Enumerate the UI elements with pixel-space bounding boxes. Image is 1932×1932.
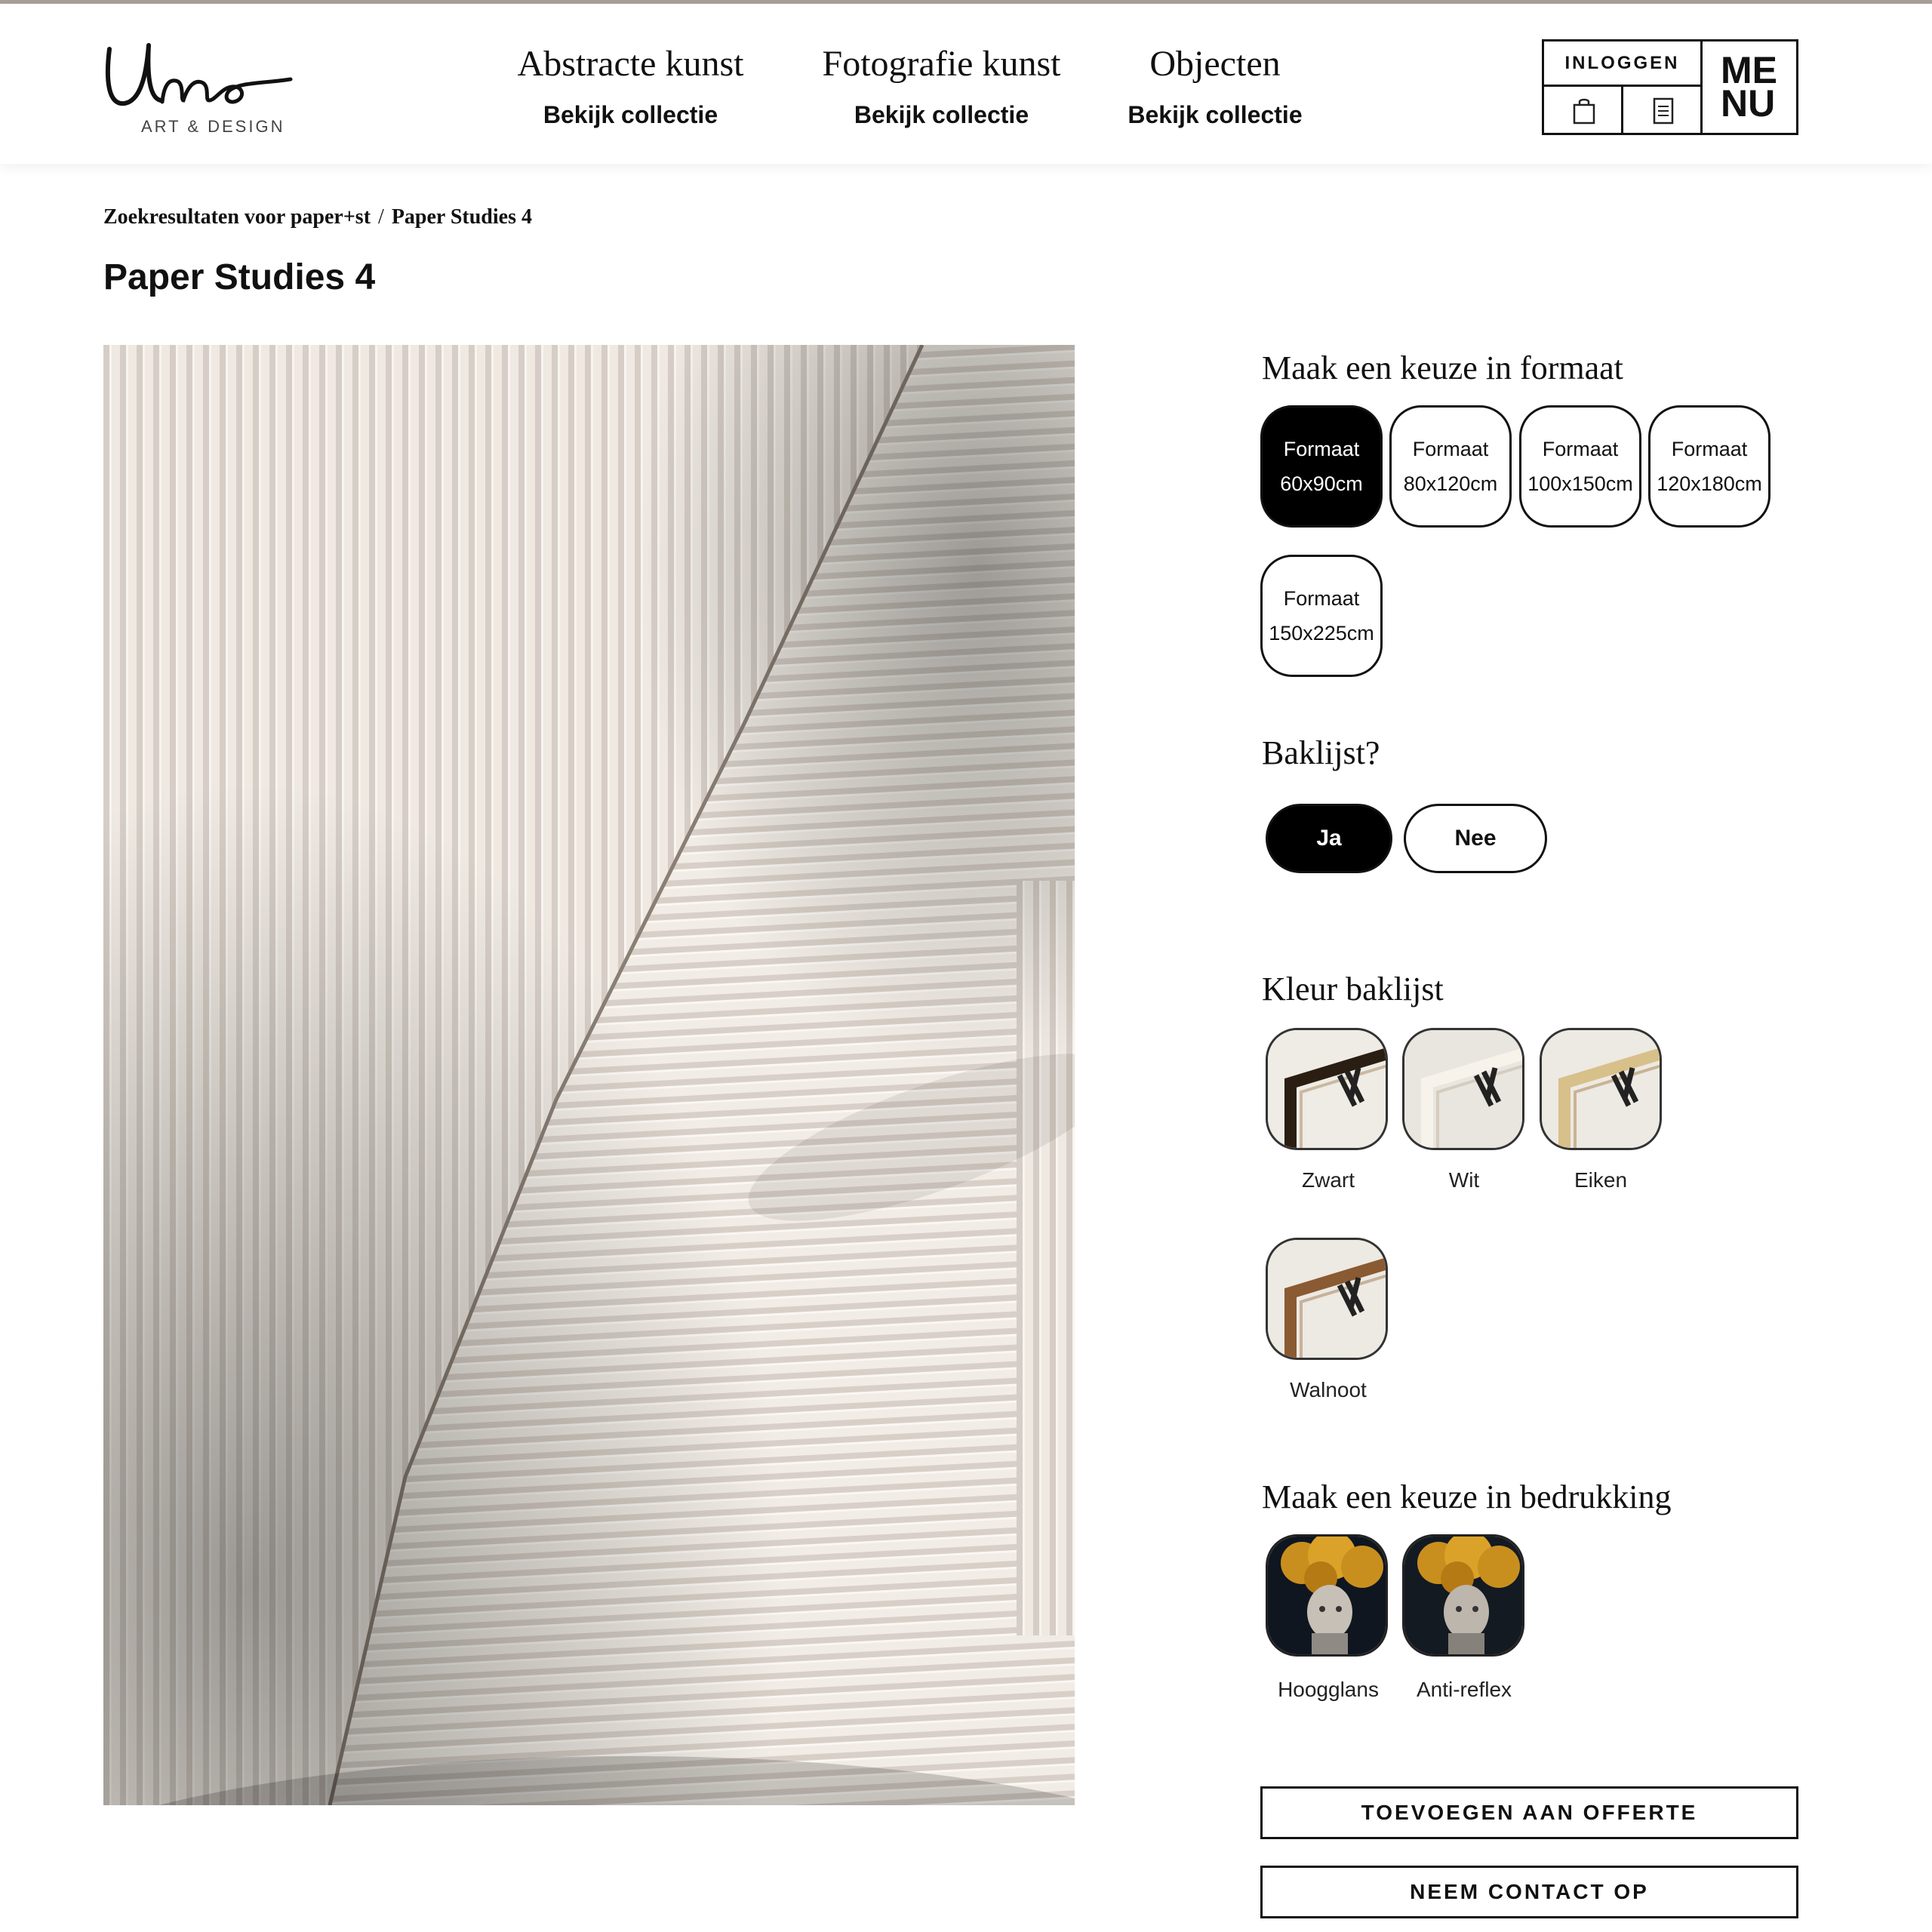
frame-corner-black-thumbnail — [1268, 1030, 1388, 1150]
menu-label-line2: NU — [1721, 82, 1776, 125]
frame-yes-button[interactable]: Ja — [1266, 804, 1392, 873]
account-box — [1542, 39, 1798, 135]
nav-abstract[interactable] — [504, 43, 757, 129]
breadcrumb-separator: / — [378, 205, 384, 229]
nav-objects-title[interactable]: Objecten — [1149, 44, 1281, 84]
breadcrumb — [103, 205, 532, 229]
format-option-label: Formaat — [1283, 587, 1360, 610]
umo-script-logo — [102, 34, 313, 117]
frame-color-white-label: Wit — [1448, 1168, 1480, 1192]
site-header — [0, 4, 1932, 164]
nav-objects[interactable] — [1113, 43, 1317, 129]
nav-photography-title[interactable]: Fotografie kunst — [822, 44, 1061, 84]
contact-button[interactable]: NEEM CONTACT OP — [1260, 1866, 1798, 1918]
frame-color-oak-label: Eiken — [1574, 1168, 1628, 1192]
frame-color-white[interactable] — [1402, 1028, 1524, 1150]
frame-color-walnut[interactable] — [1266, 1238, 1388, 1360]
frame-color-walnut-label: Walnoot — [1290, 1378, 1367, 1401]
format-option-size: 80x120cm — [1403, 472, 1498, 495]
shopping-bag-icon — [1571, 97, 1597, 125]
format-option-150x225[interactable] — [1260, 555, 1383, 677]
antireflex-print-thumbnail — [1404, 1537, 1524, 1657]
format-option-label: Formaat — [1412, 438, 1489, 460]
breadcrumb-current: Paper Studies 4 — [391, 205, 532, 229]
gloss-print-thumbnail — [1268, 1537, 1388, 1657]
frame-color-heading: Kleur baklijst — [1262, 971, 1444, 1008]
frame-color-oak[interactable] — [1540, 1028, 1662, 1150]
format-heading: Maak een keuze in formaat — [1262, 349, 1623, 386]
format-option-size: 100x150cm — [1527, 472, 1633, 495]
brand-tagline: ART & DESIGN — [141, 117, 285, 136]
product-image[interactable] — [103, 345, 1075, 1805]
frame-color-black[interactable] — [1266, 1028, 1388, 1150]
print-option-gloss-label: Hoogglans — [1278, 1678, 1379, 1701]
add-to-quote-button[interactable]: TOEVOEGEN AAN OFFERTE — [1260, 1786, 1798, 1839]
format-option-size: 60x90cm — [1280, 472, 1363, 495]
format-option-label: Formaat — [1283, 438, 1360, 460]
breadcrumb-search-link[interactable]: Zoekresultaten voor paper+st — [103, 205, 371, 229]
nav-photography[interactable] — [811, 43, 1072, 129]
menu-label-line1: ME — [1721, 49, 1777, 91]
frame-corner-oak-thumbnail — [1542, 1030, 1662, 1150]
brand-logo[interactable] — [102, 34, 313, 140]
nav-objects-link[interactable]: Bekijk collectie — [1128, 101, 1303, 128]
format-option-size: 150x225cm — [1269, 622, 1374, 645]
print-option-antireflex-label: Anti-reflex — [1416, 1678, 1512, 1701]
format-option-size: 120x180cm — [1657, 472, 1762, 495]
quote-list-button[interactable] — [1623, 87, 1703, 133]
print-heading: Maak een keuze in bedrukking — [1262, 1478, 1672, 1515]
format-option-120x180[interactable] — [1648, 405, 1770, 528]
print-option-gloss[interactable] — [1266, 1534, 1388, 1657]
format-option-80x120[interactable] — [1389, 405, 1512, 528]
frame-corner-walnut-thumbnail — [1268, 1240, 1388, 1360]
page-title: Paper Studies 4 — [103, 257, 376, 297]
format-option-60x90[interactable] — [1260, 405, 1383, 528]
frame-no-button[interactable]: Nee — [1404, 804, 1547, 873]
frame-heading: Baklijst? — [1262, 734, 1380, 771]
paper-studies-artwork — [103, 345, 1075, 1805]
login-button[interactable]: INLOGGEN — [1544, 42, 1703, 87]
format-option-label: Formaat — [1542, 438, 1619, 460]
format-option-100x150[interactable] — [1519, 405, 1641, 528]
nav-photography-link[interactable]: Bekijk collectie — [854, 101, 1029, 128]
frame-color-black-label: Zwart — [1302, 1168, 1355, 1192]
document-icon — [1651, 97, 1676, 125]
nav-abstract-link[interactable]: Bekijk collectie — [543, 101, 718, 128]
print-option-antireflex[interactable] — [1402, 1534, 1524, 1657]
menu-button[interactable] — [1703, 42, 1796, 133]
cart-button[interactable] — [1544, 87, 1623, 133]
format-option-label: Formaat — [1671, 438, 1748, 460]
frame-corner-white-thumbnail — [1404, 1030, 1524, 1150]
nav-abstract-title[interactable]: Abstracte kunst — [517, 44, 744, 84]
